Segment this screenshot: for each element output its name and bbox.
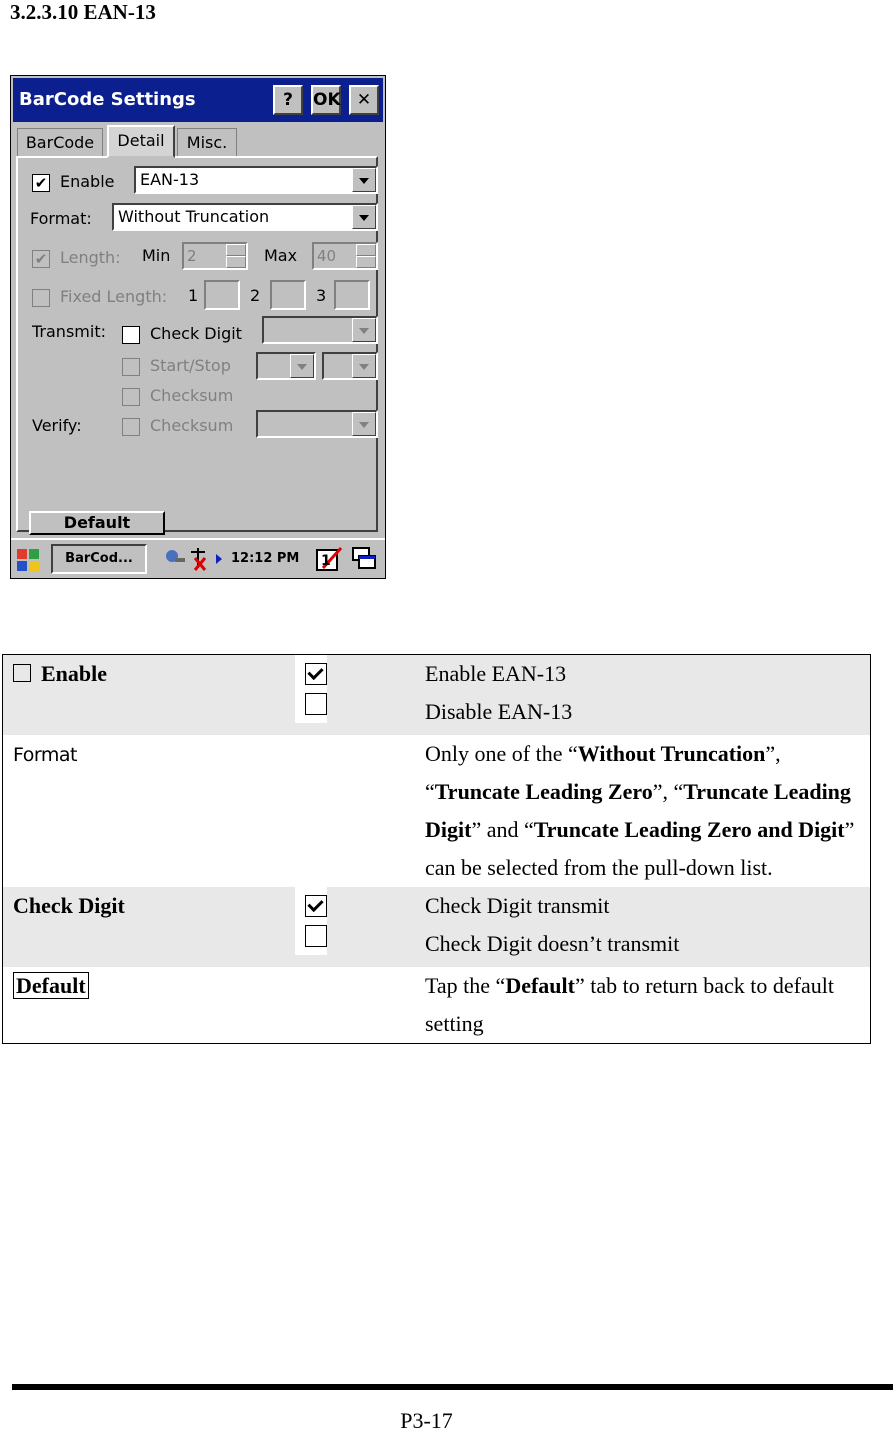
format-cell bbox=[3, 735, 276, 887]
enable-off-text: Disable EAN-13 bbox=[425, 699, 573, 724]
unchecked-checkbox-icon bbox=[305, 925, 327, 947]
spin-up-icon[interactable] bbox=[356, 244, 376, 256]
spin-up-icon[interactable] bbox=[226, 244, 246, 256]
fixed-2-label: 2 bbox=[250, 286, 261, 305]
checked-checkbox-icon bbox=[305, 895, 327, 917]
format-desc-text: ” can be selected from the pull-down list. bbox=[425, 817, 855, 880]
tab-barcode[interactable]: BarCode bbox=[17, 128, 103, 156]
format-desc-text: ”, “ bbox=[425, 741, 781, 804]
spin-down-icon[interactable] bbox=[356, 256, 376, 268]
format-option-truncate-leading-digit: Truncate Leading Digit bbox=[425, 779, 851, 842]
start-select[interactable] bbox=[256, 352, 316, 380]
desktop-windows-icon[interactable] bbox=[351, 544, 379, 574]
format-desc-text: ” and “ bbox=[471, 817, 534, 842]
checked-checkbox-icon bbox=[305, 663, 327, 685]
close-button[interactable]: ✕ bbox=[349, 85, 379, 115]
transmit-checksum-label: Checksum bbox=[150, 386, 234, 405]
fixed-length-3-input[interactable] bbox=[334, 280, 370, 310]
clock[interactable]: 12:12 PM bbox=[231, 551, 300, 566]
min-value: 2 bbox=[187, 247, 197, 265]
checkbox-icon bbox=[13, 664, 31, 682]
settings-description-table bbox=[2, 654, 871, 1044]
enable-icons-cell bbox=[275, 655, 425, 736]
format-desc-text: Only one of the “ bbox=[425, 741, 578, 766]
title-bar bbox=[13, 78, 383, 122]
check-digit-checkbox[interactable] bbox=[122, 326, 140, 344]
wireless-off-icon[interactable] bbox=[187, 544, 209, 574]
tab-misc[interactable]: Misc. bbox=[177, 128, 237, 156]
arrow-right-icon[interactable] bbox=[213, 544, 225, 574]
verify-checksum-label: Checksum bbox=[150, 416, 234, 435]
start-stop-checkbox[interactable] bbox=[122, 358, 140, 376]
unchecked-checkbox-icon bbox=[305, 693, 327, 715]
format-label: Format: bbox=[30, 209, 92, 228]
format-row-label: Format bbox=[13, 744, 77, 766]
chevron-down-icon bbox=[352, 205, 376, 229]
transmit-label: Transmit: bbox=[32, 322, 106, 341]
chevron-down-icon bbox=[290, 354, 314, 378]
default-cell bbox=[3, 967, 276, 1044]
length-label: Length: bbox=[60, 248, 121, 267]
fixed-1-label: 1 bbox=[188, 286, 199, 305]
length-checkbox[interactable]: ✔ bbox=[32, 250, 50, 268]
enable-label: Enable bbox=[60, 172, 115, 191]
format-description-cell bbox=[425, 735, 871, 887]
default-description-cell bbox=[425, 967, 871, 1044]
input-indicator-text: 1 bbox=[321, 553, 331, 569]
max-stepper[interactable] bbox=[312, 242, 378, 270]
check-digit-label: Check Digit bbox=[150, 324, 242, 343]
verify-checksum-checkbox[interactable] bbox=[122, 418, 140, 436]
min-label: Min bbox=[142, 246, 171, 265]
check-digit-icons-cell bbox=[275, 887, 425, 967]
check-digit-cell bbox=[3, 887, 276, 967]
max-label: Max bbox=[264, 246, 298, 265]
taskbar bbox=[11, 538, 385, 578]
fixed-length-2-input[interactable] bbox=[270, 280, 306, 310]
format-value: Without Truncation bbox=[118, 207, 270, 226]
symbology-select[interactable] bbox=[134, 166, 378, 194]
detail-panel bbox=[16, 156, 378, 532]
input-panel-icon[interactable] bbox=[315, 544, 343, 574]
transmit-checksum-checkbox[interactable] bbox=[122, 388, 140, 406]
stop-select[interactable] bbox=[322, 352, 378, 380]
format-option-truncate-leading-zero: Truncate Leading Zero bbox=[434, 779, 653, 804]
table-row bbox=[3, 655, 871, 736]
default-row-label: Default bbox=[13, 972, 89, 999]
chevron-down-icon bbox=[352, 412, 376, 436]
section-title: 3.2.3.10 EAN-13 bbox=[10, 0, 156, 24]
tab-detail[interactable]: Detail bbox=[107, 125, 175, 158]
enable-cell bbox=[3, 655, 276, 736]
verify-select[interactable] bbox=[256, 410, 378, 438]
chevron-down-icon bbox=[352, 354, 376, 378]
check-digit-select[interactable] bbox=[262, 316, 378, 344]
format-select[interactable] bbox=[112, 203, 378, 231]
max-value: 40 bbox=[317, 247, 337, 265]
fixed-length-1-input[interactable] bbox=[204, 280, 240, 310]
network-icon[interactable] bbox=[163, 544, 185, 574]
help-button[interactable]: ? bbox=[273, 85, 303, 115]
check-digit-row-label: Check Digit bbox=[13, 893, 125, 918]
fixed-length-checkbox[interactable] bbox=[32, 289, 50, 307]
enable-on-text: Enable EAN-13 bbox=[425, 661, 567, 686]
chevron-down-icon bbox=[352, 168, 376, 192]
barcode-settings-dialog bbox=[10, 75, 386, 579]
chevron-down-icon bbox=[352, 318, 376, 342]
start-windows-icon[interactable] bbox=[15, 544, 43, 574]
table-row bbox=[3, 887, 871, 967]
start-stop-label: Start/Stop bbox=[150, 356, 231, 375]
footer-rule bbox=[12, 1384, 893, 1390]
symbology-value: EAN-13 bbox=[140, 170, 200, 189]
table-row bbox=[3, 735, 871, 887]
format-option-without-truncation: Without Truncation bbox=[577, 741, 766, 766]
check-digit-off-text: Check Digit doesn’t transmit bbox=[425, 931, 680, 956]
spin-down-icon[interactable] bbox=[226, 256, 246, 268]
default-keyword: Default bbox=[505, 973, 575, 998]
check-digit-description-cell bbox=[425, 887, 871, 967]
format-option-truncate-zero-and-digit: Truncate Leading Zero and Digit bbox=[533, 817, 845, 842]
check-digit-on-text: Check Digit transmit bbox=[425, 893, 610, 918]
format-desc-text: ”, “ bbox=[652, 779, 684, 804]
default-desc-text: Tap the “ bbox=[425, 973, 506, 998]
fixed-3-label: 3 bbox=[316, 286, 327, 305]
enable-row-label: Enable bbox=[41, 661, 108, 686]
taskbar-barcode-button[interactable]: BarCod... bbox=[51, 544, 147, 574]
fixed-length-label: Fixed Length: bbox=[60, 287, 168, 306]
default-desc-text: ” tab to return back to default setting bbox=[425, 973, 834, 1036]
enable-description-cell bbox=[425, 655, 871, 736]
min-stepper[interactable] bbox=[182, 242, 248, 270]
enable-checkbox[interactable]: ✔ bbox=[32, 174, 50, 192]
table-row bbox=[3, 967, 871, 1044]
verify-label: Verify: bbox=[32, 416, 82, 435]
page-number: P3-17 bbox=[400, 1408, 453, 1433]
ok-button[interactable]: OK bbox=[311, 85, 341, 115]
dialog-title: BarCode Settings bbox=[19, 89, 196, 110]
default-button[interactable]: Default bbox=[29, 511, 165, 535]
